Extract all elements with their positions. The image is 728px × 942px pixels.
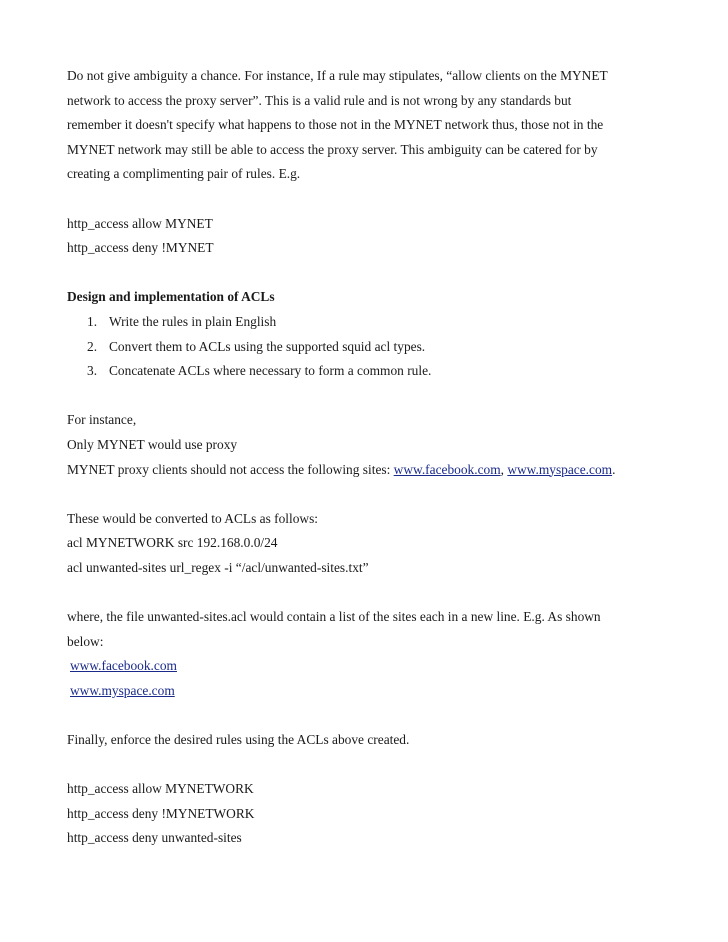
final-rules-block — [67, 777, 667, 851]
spacer — [67, 384, 667, 409]
text-segment: . — [612, 461, 616, 477]
text-line: Only MYNET would use proxy — [67, 436, 238, 452]
acl-conversion-block — [67, 507, 667, 581]
list-number: 1. — [87, 313, 98, 329]
myspace-link[interactable]: www.myspace.com — [70, 682, 175, 698]
code-line: acl unwanted-sites url_regex -i “/acl/unwanted-sites.txt” — [67, 559, 369, 575]
intro-paragraph — [67, 64, 667, 187]
text-line: remember it doesn't specify what happens to those not in the MYNET network thus, those not in the — [67, 117, 604, 133]
text-line: These would be converted to ACLs as follows: — [67, 510, 319, 526]
text-line: below: — [67, 633, 104, 649]
text-segment: , — [500, 461, 508, 477]
list-item — [67, 359, 667, 384]
spacer — [67, 187, 667, 212]
list-item-text: Write the rules in plain English — [109, 313, 277, 329]
list-item-text: Concatenate ACLs where necessary to form a common rule. — [109, 363, 432, 379]
list-item-text: Convert them to ACLs using the supported squid acl types. — [109, 338, 426, 354]
text-line: Do not give ambiguity a chance. For instance, If a rule may stipulates, “allow clients on the MYNET — [67, 68, 608, 83]
list-item — [67, 310, 667, 335]
spacer — [67, 261, 667, 286]
list-item — [67, 335, 667, 360]
list-number: 2. — [87, 338, 98, 354]
facebook-link[interactable]: www.facebook.com — [70, 658, 177, 674]
list-number: 3. — [87, 363, 98, 379]
code-line: http_access deny !MYNET — [67, 240, 214, 256]
facebook-link[interactable]: www.facebook.com — [393, 461, 501, 477]
document-page — [67, 64, 667, 851]
text-line — [67, 458, 667, 483]
myspace-link[interactable]: www.myspace.com — [507, 461, 613, 477]
code-line: acl MYNETWORK src 192.168.0.0/24 — [67, 535, 278, 551]
steps-list — [67, 310, 667, 384]
text-line: where, the file unwanted-sites.acl would contain a list of the sites each in a new line. E.g. As shown — [67, 609, 601, 625]
text-line: creating a complimenting pair of rules. E.g. — [67, 166, 301, 182]
example-block — [67, 408, 667, 482]
text-line: Finally, enforce the desired rules using the ACLs above created. — [67, 732, 410, 748]
spacer — [67, 580, 667, 605]
section-heading: Design and implementation of ACLs — [67, 289, 275, 305]
site-list-item — [67, 679, 667, 704]
spacer — [67, 753, 667, 778]
code-line: http_access deny unwanted-sites — [67, 830, 242, 846]
spacer — [67, 703, 667, 728]
text-segment: MYNET proxy clients should not access the following sites: — [67, 461, 394, 477]
code-line: http_access allow MYNET — [67, 215, 213, 231]
rules-pair-block — [67, 212, 667, 261]
code-line: http_access allow MYNETWORK — [67, 781, 254, 797]
file-note-block — [67, 605, 667, 703]
text-line: For instance, — [67, 412, 137, 428]
text-line: network to access the proxy server”. This is a valid rule and is not wrong by any standards but — [67, 92, 572, 108]
site-list-item — [67, 654, 667, 679]
text-line: MYNET network may still be able to access the proxy server. This ambiguity can be catered for by — [67, 141, 598, 157]
code-line: http_access deny !MYNETWORK — [67, 805, 255, 821]
spacer — [67, 482, 667, 507]
